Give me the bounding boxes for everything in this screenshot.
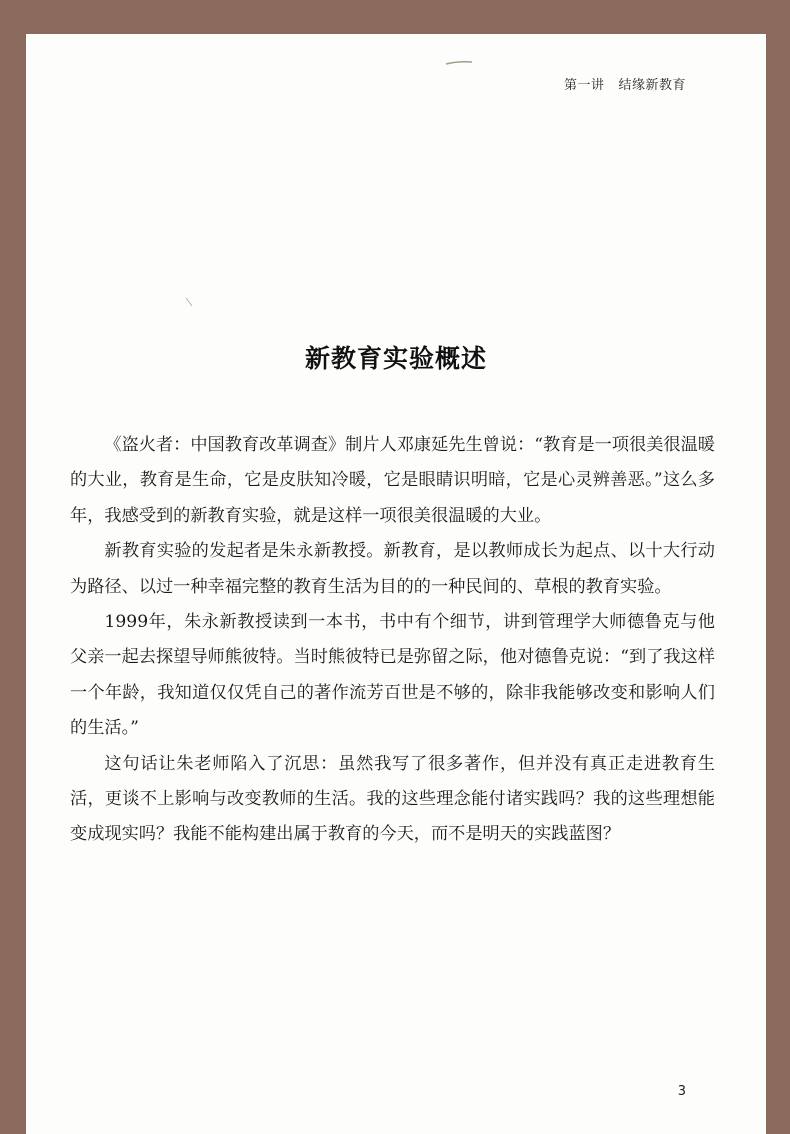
running-header: [564, 74, 686, 93]
paragraph-4: 这句话让朱老师陷入了沉思：虽然我写了很多著作，但并没有真正走进教育生活，更谈不上影响与改变教师的生活。我的这些理念能付诸实践吗？我的这些理想能变成现实吗？我能不能构建出属于教育的今天，而不是明天的实践蓝图？: [70, 753, 715, 845]
article-body: [70, 428, 715, 853]
page-number: 3: [677, 1084, 686, 1099]
section-label: 结缘新教育: [618, 78, 686, 93]
paragraph-3: 1999年，朱永新教授读到一本书，书中有个细节，讲到管理学大师德鲁克与他父亲一起去探望导师熊彼特。当时熊彼特已是弥留之际，他对德鲁克说：“到了我这样一个年龄，我知道仅仅凭自己的著作流芳百世是不够的，除非我能够改变和影响人们的生活。”: [70, 612, 715, 739]
article-title: 新教育实验概述: [304, 344, 487, 373]
paragraph-1: 《盗火者：中国教育改革调查》制片人邓康延先生曾说：“教育是一项很美很温暖的大业，教育是生命，它是皮肤知冷暖，它是眼睛识明暗，它是心灵辨善恶。”这么多年，我感受到的新教育实验，就是这样一项很美很温暖的大业。: [70, 435, 715, 526]
paragraph-2: 新教育实验的发起者是朱永新教授。新教育，是以教师成长为起点、以十大行动为路径、以过一种幸福完整的教育生活为目的的一种民间的、草根的教育实验。: [70, 541, 715, 597]
book-page: [26, 34, 766, 1134]
chapter-label: 第一讲: [563, 78, 605, 93]
